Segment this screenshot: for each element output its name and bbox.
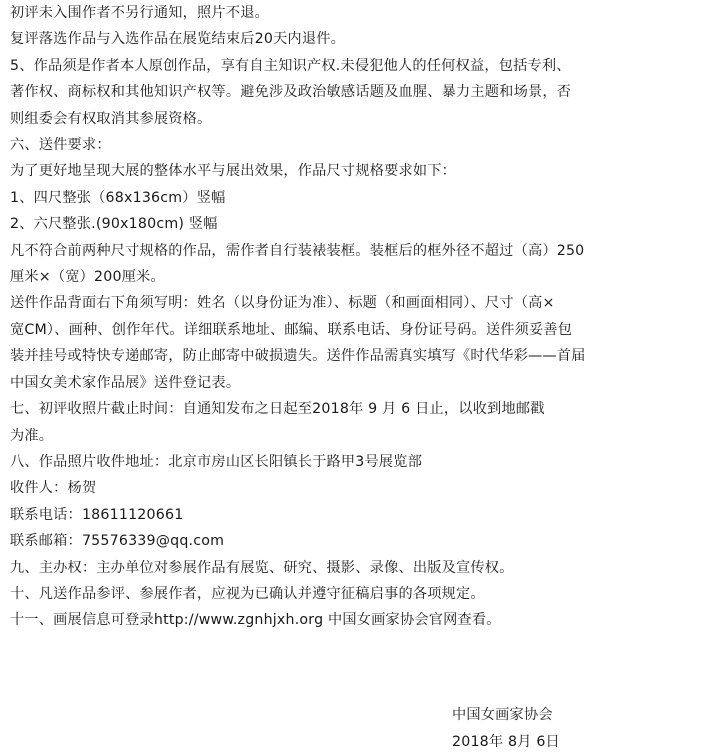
signature-block bbox=[452, 702, 692, 756]
text-line: 为了更好地呈现大展的整体水平与展出效果，作品尺寸规格要求如下： bbox=[10, 163, 457, 180]
section-heading: 七、初评收照片截止时间：自通知发布之日起至2018年 9 月 6 日止，以收到地邮戳 bbox=[10, 401, 545, 418]
text-line: 则组委会有权取消其参展资格。 bbox=[10, 110, 212, 127]
text-line: 装并挂号或特快专递邮寄，防止邮寄中破损遗失。送件作品需真实填写《时代华彩——首届 bbox=[10, 348, 586, 365]
section-heading: 十、凡送作品参评、参展作者，应视为已确认并遵守征稿启事的各项规定。 bbox=[10, 585, 485, 602]
text-line: 为准。 bbox=[10, 427, 54, 444]
text-line: 凡不符合前两种尺寸规格的作品，需作者自行装裱装框。装框后的框外径不超过（高）250 bbox=[10, 242, 585, 259]
section-heading: 六、送件要求： bbox=[10, 137, 111, 154]
section-heading: 十一、画展信息可登录http://www.zgnhjxh.org 中国女画家协会官网查看。 bbox=[10, 612, 501, 629]
text-line: 中国女美术家作品展》送件登记表。 bbox=[10, 374, 241, 391]
text-line: 厘米×（宽）200厘米。 bbox=[10, 269, 165, 286]
section-heading: 八、作品照片收件地址：北京市房山区长阳镇长于路甲3号展览部 bbox=[10, 453, 423, 470]
size-spec-item: 1、四尺整张（68x136cm）竖幅 bbox=[10, 189, 226, 206]
contact-phone: 联系电话：18611120661 bbox=[10, 506, 184, 523]
size-spec-item: 2、六尺整张.(90x180cm) 竖幅 bbox=[10, 216, 218, 233]
contact-email: 联系邮箱：75576339@qq.com bbox=[10, 533, 225, 550]
notice-document bbox=[10, 0, 696, 634]
text-line: 宽CM）、画种、创作年代。详细联系地址、邮编、联系电话、身份证号码。送件须妥善包 bbox=[10, 321, 573, 338]
text-line: 5、作品须是作者本人原创作品，享有自主知识产权.未侵犯他人的任何权益，包括专利、 bbox=[10, 57, 571, 74]
signature-organization: 中国女画家协会 bbox=[452, 707, 553, 723]
signature-date: 2018年 8月 6日 bbox=[452, 734, 560, 750]
text-line: 复评落选作品与入选作品在展览结束后20天内退件。 bbox=[10, 31, 345, 48]
text-line: 初评未入围作者不另行通知，照片不退。 bbox=[10, 5, 269, 21]
recipient-name: 收件人：杨贺 bbox=[10, 480, 97, 497]
section-heading: 九、主办权：主办单位对参展作品有展览、研究、摄影、录像、出版及宣传权。 bbox=[10, 559, 514, 576]
text-line: 送件作品背面右下角须写明：姓名（以身份证为准）、标题（和画面相同）、尺寸（高× bbox=[10, 295, 555, 312]
text-line: 著作权、商标权和其他知识产权等。避免涉及政治敏感话题及血腥、暴力主题和场景，否 bbox=[10, 84, 572, 101]
